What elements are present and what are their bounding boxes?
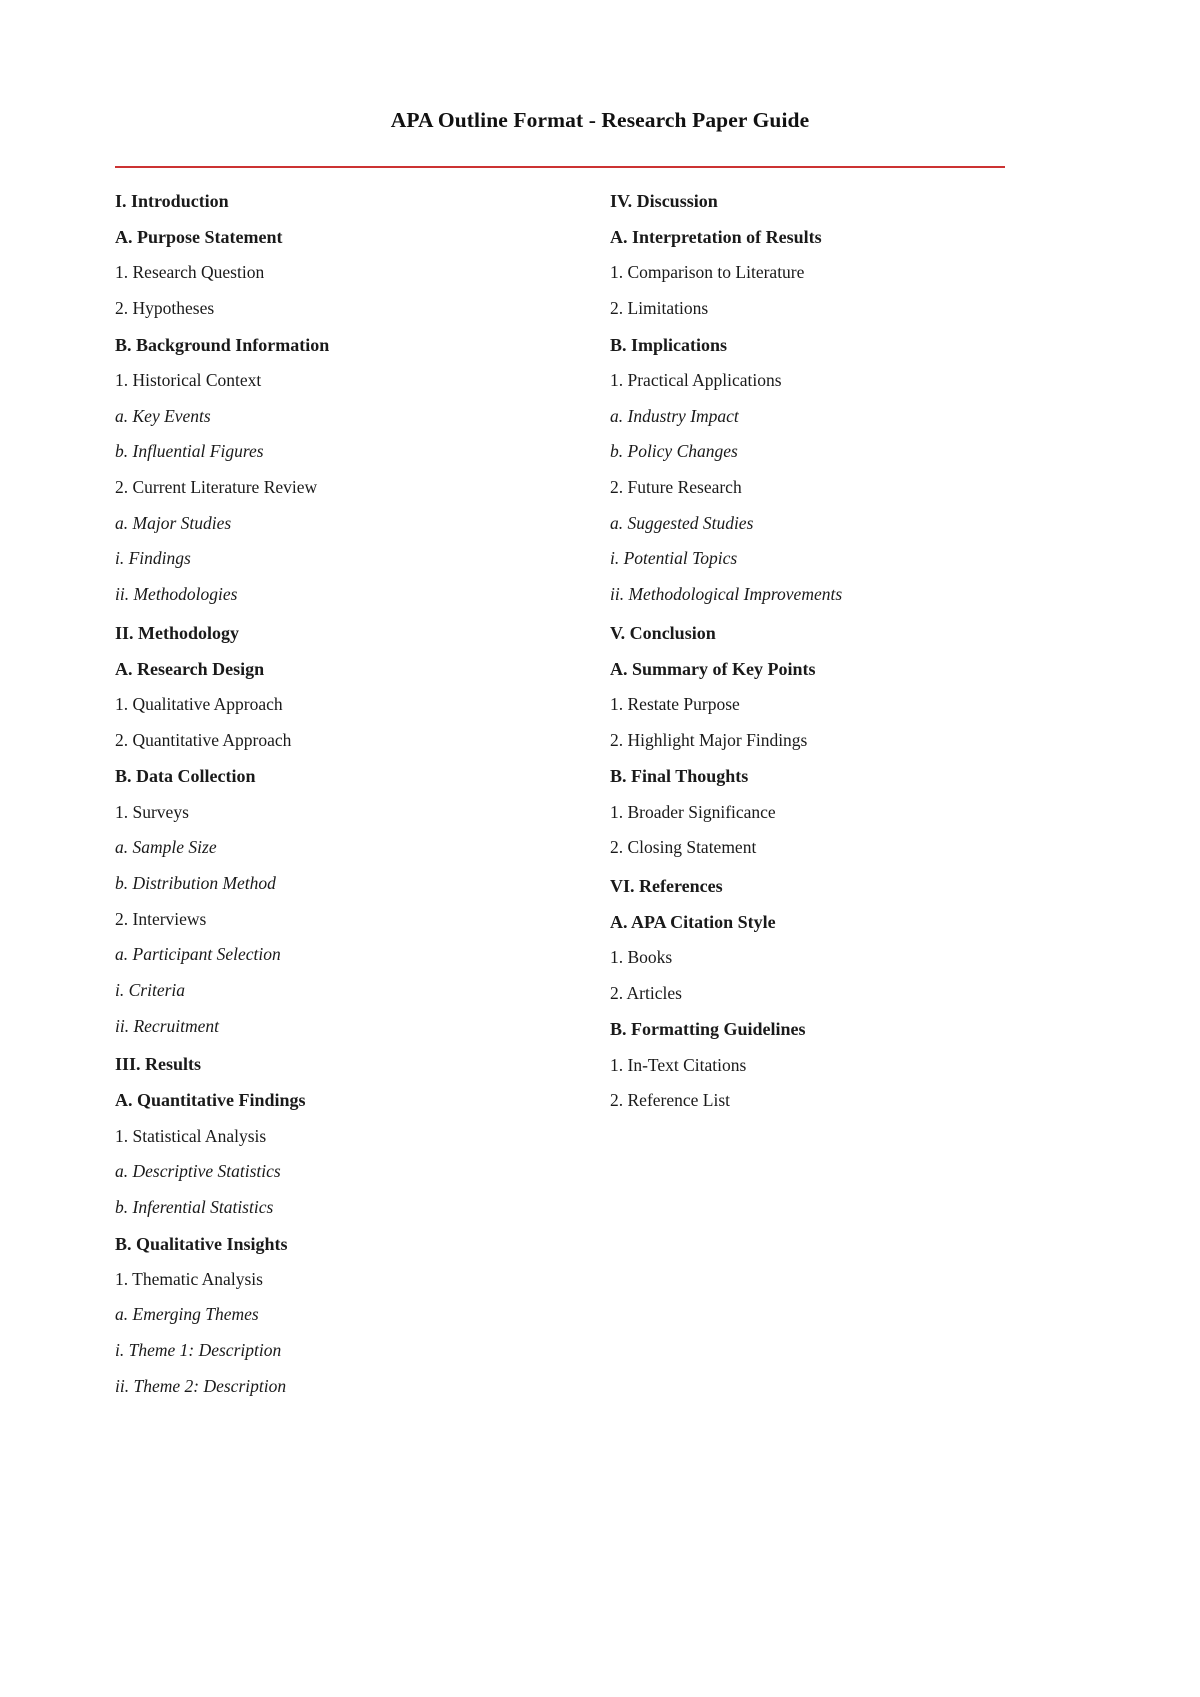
- outline-item-number: 2. Hypotheses: [115, 298, 215, 319]
- outline-item-number: 2. Closing Statement: [610, 837, 757, 858]
- left-column: [115, 192, 560, 1414]
- outline-item-alpha-upper: B. Qualitative Insights: [115, 1233, 288, 1254]
- outline-item-roman-lower: ii. Methodologies: [115, 584, 238, 605]
- outline-item-alpha-lower: a. Emerging Themes: [115, 1304, 259, 1325]
- outline-item-number: 1. Research Question: [115, 262, 265, 283]
- outline-item-roman: I. Introduction: [115, 191, 229, 211]
- outline-item-alpha-lower: a. Suggested Studies: [610, 512, 754, 533]
- outline-item-alpha-lower: a. Industry Impact: [610, 405, 739, 426]
- outline-item-roman-lower: ii. Methodological Improvements: [610, 584, 843, 605]
- outline-item-alpha-upper: A. Interpretation of Results: [610, 227, 822, 248]
- outline-item-alpha-lower: b. Policy Changes: [610, 441, 738, 462]
- outline-item-number: 1. In-Text Citations: [610, 1054, 747, 1075]
- outline-item-alpha-lower: a. Major Studies: [115, 512, 232, 533]
- title-divider: [115, 166, 1005, 168]
- outline-item-number: 2. Interviews: [115, 908, 207, 929]
- outline-item-number: 2. Limitations: [610, 298, 709, 319]
- outline-item-number: 1. Broader Significance: [610, 801, 776, 822]
- outline-item-roman-lower: ii. Theme 2: Description: [115, 1375, 287, 1396]
- outline-item-number: 1. Practical Applications: [610, 369, 782, 390]
- outline-item-alpha-upper: B. Final Thoughts: [610, 766, 749, 787]
- outline-item-number: 1. Qualitative Approach: [115, 693, 283, 714]
- outline-item-roman: V. Conclusion: [610, 622, 716, 643]
- outline-item-alpha-upper: A. Quantitative Findings: [115, 1090, 306, 1111]
- outline-item-alpha-upper: A. Summary of Key Points: [610, 658, 816, 679]
- right-column: [560, 192, 1005, 1128]
- outline-item-roman-lower: ii. Recruitment: [115, 1015, 220, 1036]
- outline-item-alpha-upper: B. Background Information: [115, 334, 330, 355]
- outline-item-alpha-lower: a. Key Events: [115, 405, 211, 426]
- outline-item-number: 2. Reference List: [610, 1090, 731, 1111]
- outline-item-number: 2. Future Research: [610, 477, 742, 497]
- outline-item-number: 2. Current Literature Review: [115, 477, 318, 497]
- outline-item-alpha-upper: A. Purpose Statement: [115, 227, 283, 248]
- outline-item-alpha-lower: a. Participant Selection: [115, 944, 281, 965]
- outline-item-roman: II. Methodology: [115, 622, 240, 643]
- outline-item-roman: VI. References: [610, 875, 723, 896]
- outline-item-number: 1. Books: [610, 947, 673, 968]
- outline-item-alpha-lower: a. Sample Size: [115, 837, 217, 858]
- outline-item-roman-lower: i. Potential Topics: [610, 548, 738, 569]
- outline-item-number: 2. Highlight Major Findings: [610, 729, 808, 750]
- outline-item-number: 1. Thematic Analysis: [115, 1268, 263, 1289]
- outline-item-alpha-upper: B. Data Collection: [115, 766, 256, 787]
- outline-item-alpha-lower: b. Distribution Method: [115, 872, 276, 893]
- outline-item-number: 2. Quantitative Approach: [115, 729, 292, 750]
- outline-item-alpha-lower: a. Descriptive Statistics: [115, 1161, 281, 1182]
- outline-item-alpha-lower: b. Influential Figures: [115, 441, 264, 462]
- outline-item-number: 1. Surveys: [115, 801, 189, 822]
- outline-item-alpha-upper: B. Implications: [610, 334, 728, 355]
- outline-item-alpha-lower: b. Inferential Statistics: [115, 1196, 274, 1217]
- outline-item-alpha-upper: A. Research Design: [115, 658, 265, 679]
- outline-item-roman-lower: i. Criteria: [115, 979, 186, 1000]
- outline-item-number: 1. Comparison to Literature: [610, 262, 805, 283]
- outline-item-alpha-upper: A. APA Citation Style: [610, 911, 776, 932]
- outline-item-roman: IV. Discussion: [610, 191, 718, 211]
- outline-item-number: 1. Restate Purpose: [610, 693, 740, 714]
- outline-item-roman-lower: i. Findings: [115, 548, 191, 569]
- outline-item-number: 1. Statistical Analysis: [115, 1125, 267, 1146]
- outline-item-number: 1. Historical Context: [115, 369, 262, 390]
- outline-item-roman-lower: i. Theme 1: Description: [115, 1340, 282, 1361]
- outline-item-number: 2. Articles: [610, 982, 682, 1003]
- outline-columns: [115, 192, 1005, 1414]
- page-title: APA Outline Format - Research Paper Guide: [390, 108, 810, 132]
- outline-item-alpha-upper: B. Formatting Guidelines: [610, 1019, 806, 1040]
- outline-item-roman: III. Results: [115, 1054, 202, 1075]
